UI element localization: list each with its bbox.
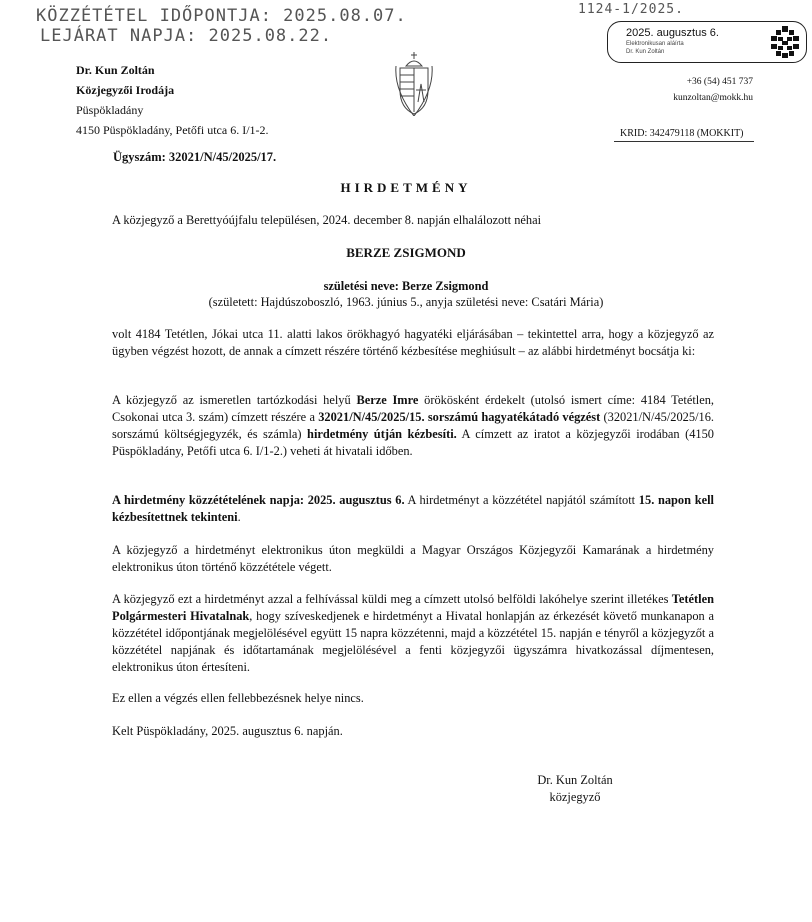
- sender-address: 4150 Püspökladány, Petőfi utca 6. I/1-2.: [76, 123, 269, 137]
- contact-email: kunzoltan@mokk.hu: [673, 93, 753, 103]
- contact-block: [673, 74, 753, 106]
- paragraph-municipality: [112, 591, 714, 676]
- coat-of-arms-icon: [394, 50, 434, 116]
- signature-block: [500, 772, 650, 806]
- p5-text-a: A közjegyző ezt a hirdetményt azzal a felhívással küldi meg a címzett utolsó belföldi lakóhelye szerint illetékes: [112, 592, 672, 606]
- deceased-name: BERZE ZSIGMOND: [346, 245, 466, 260]
- p2-text-e: (32021/N/45/2025/16. sorszámú költségjegyzék, és számla): [112, 410, 714, 441]
- p2-text-g: A címzett az iratot a közjegyzői irodában (4150 Püspökladány, Petőfi utca 6. I/1-2.) veheti át hivatali időben.: [112, 427, 714, 458]
- stamp-line1: Elektronikusan aláírta: [626, 41, 684, 47]
- paragraph-chamber: A közjegyző a hirdetményt elektronikus úton megküldi a Magyar Országos Közjegyzői Kamarának a hirdetmény elektronikus úton történő közzététele végett.: [112, 543, 714, 574]
- case-number: Ügyszám: 32021/N/45/2025/17.: [113, 150, 277, 164]
- sender-block: [76, 60, 269, 140]
- signature-role: közjegyző: [549, 790, 601, 804]
- ruling-number: 32021/N/45/2025/15. sorszámú hagyatékátadó végzést: [318, 410, 601, 424]
- paragraph-delivery: [112, 392, 714, 460]
- paragraph-proceedings: volt 4184 Tetétlen, Jókai utca 11. alatti lakos örökhagyó hagyatéki eljárásában – tekintettel arra, hogy a közjegyző az ügyben végzést hozott, de annak a címzett részére történő kézbesítése meghiúsult – az alábbi hirdetményt bocsátja ki:: [112, 327, 714, 358]
- municipality-name: Tetétlen Polgármesteri Hivatalnak: [112, 592, 714, 623]
- signature-name: Dr. Kun Zoltán: [537, 773, 613, 787]
- krid-code: KRID: 342479118 (MOKKIT): [620, 128, 744, 139]
- sender-city: Püspökladány: [76, 103, 144, 117]
- handwritten-expiry-date: LEJÁRAT NAPJA: 2025.08.22.: [40, 26, 333, 46]
- intro-paragraph: A közjegyző a Berettyóújfalu településen, 2024. december 8. napján elhalálozott néhai: [112, 213, 542, 227]
- heir-name: Berze Imre: [356, 393, 419, 407]
- seal-icon: [768, 25, 802, 59]
- delivery-deadline: 15. napon kell kézbesítettnek tekinteni: [112, 493, 714, 524]
- stamp-line2: Dr. Kun Zoltán: [626, 49, 665, 55]
- handwritten-reference: 1124-1/2025.: [578, 2, 684, 17]
- p3-text-b: A hirdetményt a közzététel napjától számított: [404, 493, 639, 507]
- sender-office: Közjegyzői Irodája: [76, 83, 175, 97]
- birth-details: (született: Hajdúszoboszló, 1963. június 5., anyja születési neve: Csatári Mária): [208, 295, 604, 309]
- paragraph-dated: Kelt Püspökladány, 2025. augusztus 6. napján.: [112, 724, 343, 738]
- paragraph-publication-date: [112, 492, 714, 526]
- publication-date: A hirdetmény közzétételének napja: 2025. augusztus 6.: [112, 493, 405, 507]
- document-title: HIRDETMÉNY: [340, 180, 472, 195]
- paragraph-no-appeal: Ez ellen a végzés ellen fellebbezésnek helye nincs.: [112, 691, 364, 705]
- p2-text-a: A közjegyző az ismeretlen tartózkodási helyű: [112, 393, 357, 407]
- handwritten-publication-date: KÖZZÉTÉTEL IDŐPONTJA: 2025.08.07.: [36, 6, 407, 26]
- p5-text-c: , hogy szíveskedjenek e hirdetményt a Hivatal honlapján az érkezését követő munkanapon a közzététel időpontjának megjelölésével együtt 15 napra közzétenni, majd a közzététel 15. napján e tényről a közjegyzőt a közzététel napjának és időtartamának megjelölésével a fenti közjegyzői ügyszámra hivatkozással díjmentesen, elektronikus úton értesíteni.: [112, 609, 714, 674]
- p3-text-d: .: [237, 510, 241, 524]
- sender-name: Dr. Kun Zoltán: [76, 63, 155, 77]
- birth-name: születési neve: Berze Zsigmond: [323, 279, 489, 293]
- stamp-date: 2025. augusztus 6.: [626, 27, 719, 39]
- e-signature-stamp: [607, 21, 807, 63]
- delivery-method: hirdetmény útján kézbesíti.: [307, 427, 457, 441]
- contact-phone: +36 (54) 451 737: [686, 77, 753, 87]
- krid-underline: [614, 141, 754, 142]
- p2-text-c: örökösként érdekelt (utolsó ismert címe: 4184 Tetétlen, Csokonai utca 3. szám) címzett részére a: [112, 393, 714, 424]
